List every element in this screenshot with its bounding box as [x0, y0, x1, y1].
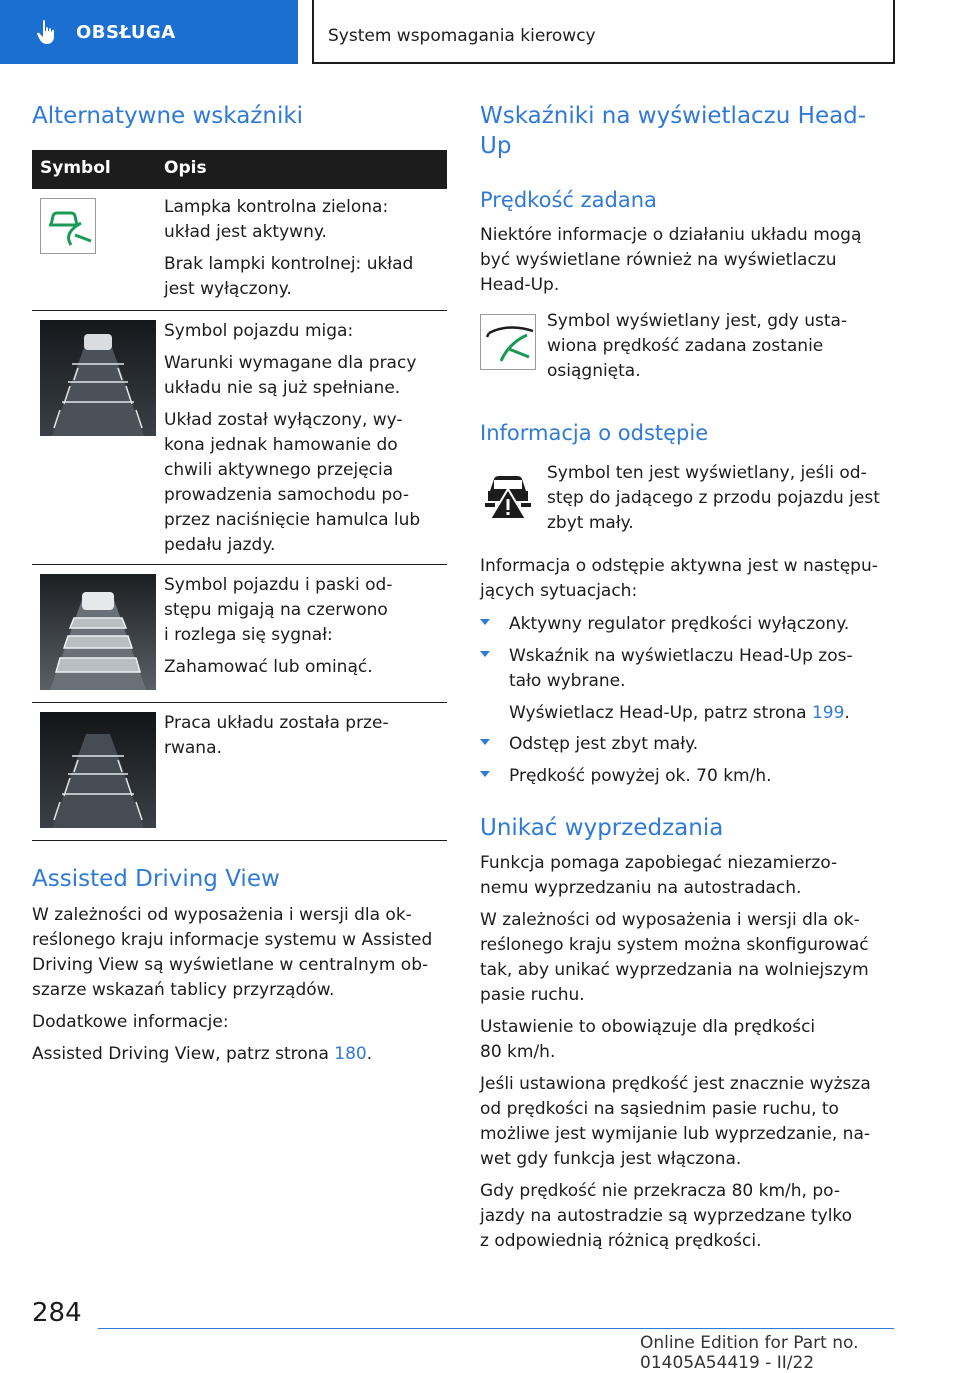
car-warning-icon [480, 465, 536, 521]
set-speed-symbol [480, 314, 536, 370]
col-description: Opis [164, 158, 207, 178]
bullet-triangle-icon [480, 619, 490, 625]
list-item: Prędkość powyżej ok. 70 km/h. [480, 764, 900, 789]
section-label: OBSŁUGA [76, 21, 176, 43]
alt-indicators-heading: Alternatywne wskaźniki [32, 103, 304, 129]
row1-desc: Lampka kontrolna zielona: układ jest aktywny. Brak lampki kontrolnej: układ jest wyłączony. [164, 197, 414, 299]
hud-heading: Wskaźniki na wyświetlaczu Head- Up [480, 103, 867, 159]
bullet-triangle-icon [480, 651, 490, 657]
bullet-triangle-icon [480, 771, 490, 777]
bullet-triangle-icon [480, 739, 490, 745]
edition-label: Online Edition for Part no. 01405A54419 - II/22 [640, 1333, 859, 1373]
speed-reached-icon [481, 315, 537, 371]
distance-warning-symbol [480, 465, 536, 521]
row2-desc: Symbol pojazdu miga: Warunki wymagane dla pracy układu nie są już spełniane. Układ został wyłączony, wy- kona jednak hamowanie do chwili aktywnego przejęcia prowadzenia samochodu po- przez naciśnięcie hamulca lub pedału jazdy. [164, 321, 421, 555]
set-speed-text: Niektóre informacje o działaniu układu mogą być wyświetlane również na wyświetlaczu Head-Up. [480, 225, 862, 295]
table-bottom-line [32, 840, 447, 841]
list-item: Wskaźnik na wyświetlaczu Head-Up zos- tało wybrane. [480, 644, 900, 694]
set-speed-heading: Prędkość zadana [480, 188, 657, 212]
list-item: Aktywny regulator prędkości wyłączony. [480, 612, 900, 637]
assisted-driving-view-text: W zależności od wyposażenia i wersji dla ok- reślonego kraju informacje systemu w Assisted Driving View są wyświetlane w centralnym ob- szarze wskazań tablicy przyrządów. Dodatkowe informacje: Assisted Driving View, patrz strona 180. [32, 903, 452, 1067]
row-divider [32, 564, 447, 565]
hud-reference: Wyświetlacz Head-Up, patrz strona 199. [509, 703, 850, 723]
page-link-180[interactable]: 180 [334, 1044, 367, 1064]
system-interrupted-image [40, 712, 156, 828]
avoid-overtaking-text: Funkcja pomaga zapobiegać niezamierzo- nemu wyprzedzaniu na autostradach. W zależności od wyposażenia i wersji dla ok- reślonego kraju system można skonfigurować tak, aby unikać wyprzedzania na wolniejszym pasie ruchu. Ustawienie to obowiązuje dla prędkości 80 km/h. Jeśli ustawiona prędkość jest znacznie wyższa od prędkości na sąsiednim pasie ruchu, to możliwe jest wymijanie lub wyprzedzanie, na- wet gdy funkcja jest włączona. Gdy prędkość nie przekracza 80 km/h, po- jazdy na autostradzie są wyprzedzane tylko z odpowiednią różnicą prędkości. [480, 853, 871, 1251]
adv-reference: Assisted Driving View, patrz strona 180. [32, 1044, 373, 1064]
vehicle-blink-image [40, 320, 156, 436]
assisted-driving-view-heading: Assisted Driving View [32, 866, 280, 892]
col-symbol: Symbol [40, 158, 111, 178]
set-speed-symbol-desc: Symbol wyświetlany jest, gdy usta- wiona prędkość zadana zostanie osiągnięta. [547, 311, 848, 381]
distance-symbol-desc: Symbol ten jest wyświetlany, jeśli od- stęp do jadącego z przodu pojazdu jest zbyt mały. [547, 463, 880, 533]
row-divider [32, 702, 447, 703]
chapter-header [312, 0, 895, 64]
row4-desc: Praca układu została prze- rwana. [164, 713, 389, 758]
avoid-overtaking-heading: Unikać wyprzedzania [480, 815, 724, 841]
footer-divider [98, 1328, 894, 1329]
page-link-199[interactable]: 199 [811, 703, 845, 723]
list-item: Odstęp jest zbyt mały. [480, 732, 900, 757]
row3-desc: Symbol pojazdu i paski od- stępu migają na czerwono i rozlega się sygnał: Zahamować lub ominąć. [164, 575, 393, 677]
vehicle-distance-warning-image [40, 574, 156, 690]
assist-active-icon [41, 199, 97, 255]
chapter-title: System wspomagania kierowcy [328, 26, 596, 46]
green-lamp-symbol [40, 198, 96, 254]
section-tab [0, 0, 298, 64]
row-divider [32, 310, 447, 311]
distance-active-text: Informacja o odstępie aktywna jest w następu- jących sytuacjach: [480, 556, 878, 601]
page-number: 284 [32, 1298, 82, 1328]
distance-info-heading: Informacja o odstępie [480, 421, 709, 445]
table-header [32, 150, 447, 189]
hand-pointer-icon [36, 19, 60, 45]
